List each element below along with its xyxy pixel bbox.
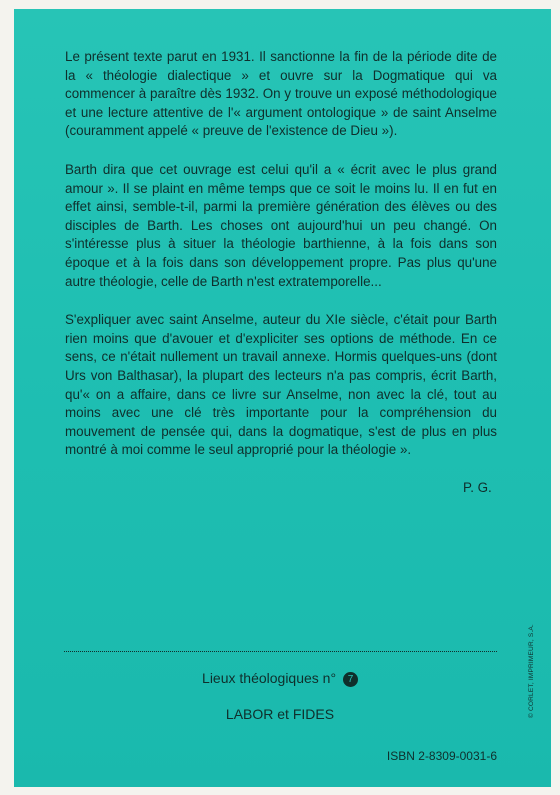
series-label: Lieux théologiques n°	[202, 670, 337, 686]
paragraph: Barth dira que cet ouvrage est celui qu'il a « écrit avec le plus grand amour ». Il se plaint en même temps que ce soit le moins lu. Il en fut en effet ainsi, semble-t-il, parmi la première génération des élèves ou des disciples de Barth. Les choses ont aujourd'hui un peu changé. On s'intéresse plus à situer la théologie barthienne, à la fois dans son époque et à la fois dans son développement propre. Pas plus qu'une autre théologie, celle de Barth n'est extratemporelle...	[65, 161, 497, 289]
publisher-name: LABOR et FIDES	[225, 706, 335, 722]
divider	[64, 651, 497, 653]
blurb-text	[65, 48, 497, 480]
signature: P. G.	[463, 480, 492, 495]
printer-credit: © CORLET, IMPRIMEUR, S.A.	[528, 624, 535, 718]
paragraph: S'expliquer avec saint Anselme, auteur du XIe siècle, c'était pour Barth rien moins que d'avouer et d'expliciter ses options de méthode. En ce sens, ce n'était nullement un travail annexe. Hormis quelques-uns (dont Urs von Balthasar), la plupart des lecteurs n'a pas compris, écrit Barth, qu'« on a affaire, dans ce livre sur Anselme, non avec la clé, tout au moins avec une clé très importante pour la compréhension du mouvement de pensée qui, dans la dogmatique, s'est de plus en plus montré à moi comme le seul approprié pour la théologie ».	[65, 312, 497, 458]
series-line	[0, 670, 560, 687]
paragraph: Le présent texte parut en 1931. Il sanctionne la fin de la période dite de la « théologie dialectique » et ouvre sur la Dogmatique qui va commencer à paraître dès 1932. On y trouve un exposé méthodologique et une lecture attentive de l'« argument ontologique » de saint Anselme (couramment appelé « preuve de l'existence de Dieu »).	[65, 49, 497, 139]
isbn: ISBN 2-8309-0031-6	[386, 749, 497, 763]
series-number-badge: 7	[343, 672, 358, 687]
